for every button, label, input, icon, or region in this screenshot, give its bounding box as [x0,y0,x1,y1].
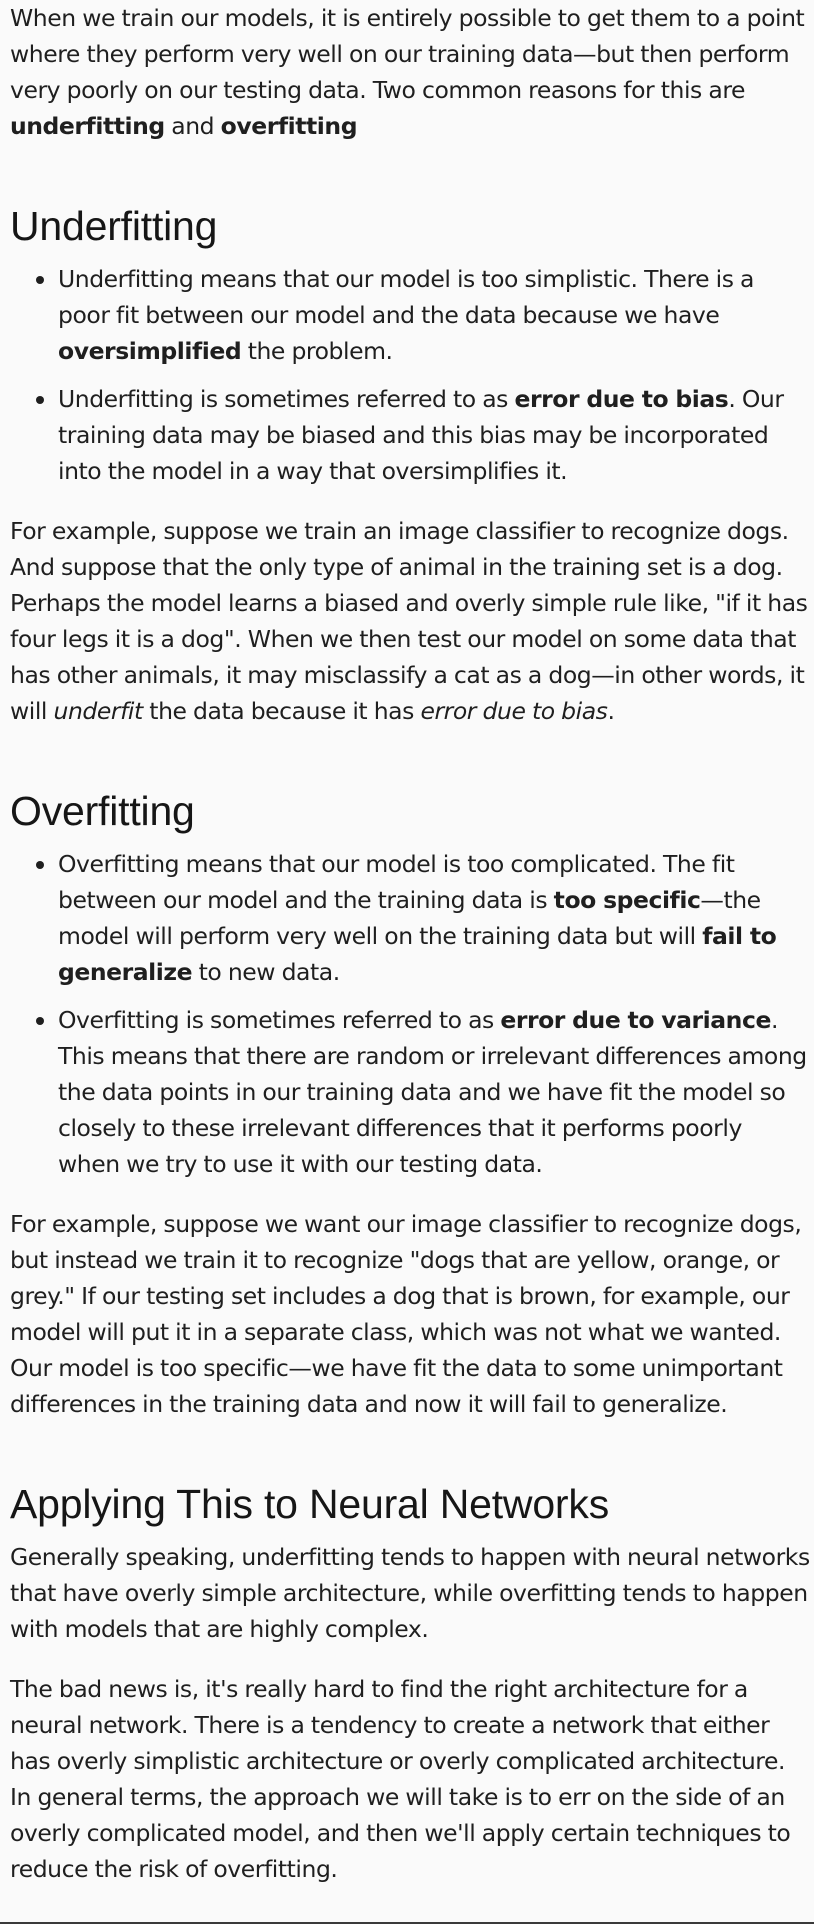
underfitting-heading: Underfitting [10,203,218,249]
neural-paragraph-2: The bad news is, it's really hard to find the right architecture for a neural network. There is a tendency to create a network that either has overly simplistic architecture or overly complicated architecture. In general terms, the approach we will take is to err on the side of an overly complicated model, and then we'll apply certain techniques to reduce the risk of overfitting. [10,1675,791,1883]
list-item: Underfitting is sometimes referred to as error due to bias. Our training data may be biased and this bias may be incorporated into the model in a way that oversimplifies it. [58,381,810,489]
overfitting-example: For example, suppose we want our image classifier to recognize dogs, but instead we train it to recognize "dogs that are yellow, orange, or grey." If our testing set includes a dog that is brown, for example, our model will put it in a separate class, which was not what we wanted. Our model is too specific—we have fit the data to some unimportant differences in the training data and now it will fail to generalize. [10,1210,802,1418]
overfitting-heading: Overfitting [10,788,195,834]
bullet-icon [36,861,44,869]
list-item: Overfitting means that our model is too complicated. The fit between our model and the training data is too specific—the model will perform very well on the training data but will fail to generalize to new data. [58,846,810,990]
neural-paragraph-1: Generally speaking, underfitting tends to happen with neural networks that have overly simple architecture, while overfitting tends to happen with models that are highly complex. [10,1543,810,1643]
article-content [10,0,810,1887]
list-item: Overfitting is sometimes referred to as error due to variance. This means that there are random or irrelevant differences among the data points in our training data and we have fit the model so closely to these irrelevant differences that it performs poorly when we try to use it with our testing data. [58,1002,810,1182]
neural-networks-heading: Applying This to Neural Networks [10,1481,609,1527]
list-item: Underfitting means that our model is too simplistic. There is a poor fit between our model and the data because we have oversimplified the problem. [58,261,810,369]
underfitting-list [10,261,810,489]
underfitting-example: For example, suppose we train an image classifier to recognize dogs. And suppose that the only type of animal in the training set is a dog. Perhaps the model learns a biased and overly simple rule like, "if it has four legs it is a dog". When we then test our model on some data that has other animals, it may misclassify a cat as a dog—in other words, it will underfit the data because it has error due to bias. [10,517,808,725]
bullet-icon [36,396,44,404]
overfitting-list [10,846,810,1182]
bullet-icon [36,1017,44,1025]
intro-paragraph: When we train our models, it is entirely possible to get them to a point where they perform very well on our training data—but then perform very poorly on our testing data. Two common reasons for this are underfitting and overfitting [10,4,805,140]
bullet-icon [36,276,44,284]
